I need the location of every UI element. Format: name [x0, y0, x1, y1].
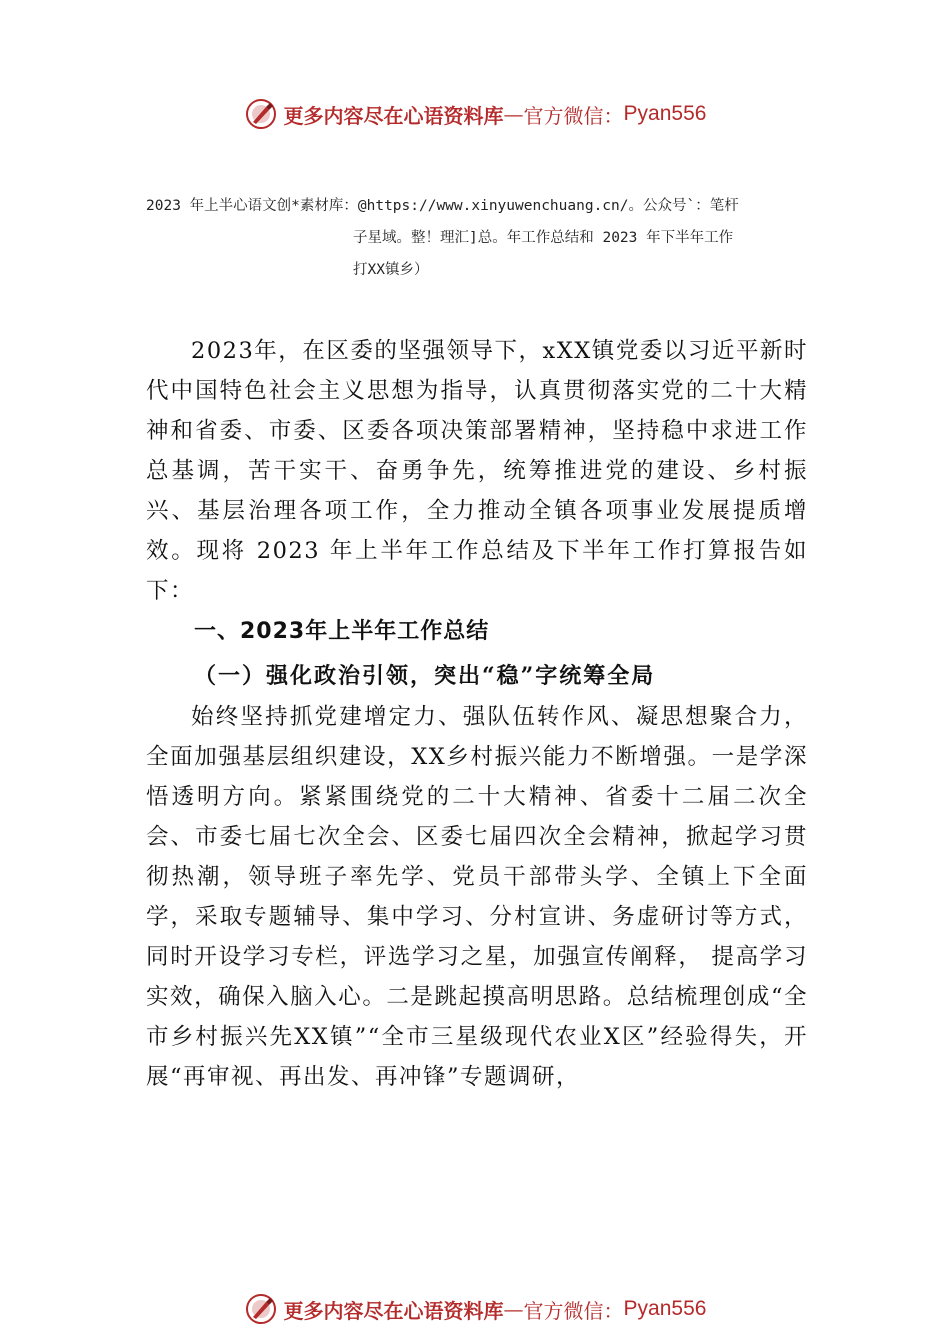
section-heading-1: 一、2023年上半年工作总结 — [194, 619, 490, 644]
banner-separator: — — [503, 1297, 524, 1321]
wechat-label: 官方微信： — [523, 1298, 624, 1323]
subsection-heading-1: （一）强化政治引领，突出“稳”字统筹全局 — [194, 663, 656, 689]
brand-name: 更多内容尽在心语资料库 — [283, 103, 504, 128]
section1-paragraph: 始终坚持抓党建增定力、强队伍转作风、凝思想聚合力，全面加强基层组织建设，XX乡村振兴能力不断增强。一是学深悟透明方向。紧紧围绕党的二十大精神、省委十二届二次全会、市委七届七次全会、区委七届四次全会精神，掀起学习贯彻热潮，领导班子率先学、党员干部带头学、全镇上下全面学，采取专题辅导、集中学习、分村宣讲、务虚研讨等方式，同时开设学习专栏，评选学习之星，加强宣传阐释， 提高学习实效，确保入脑入心。二是跳起摸高明思路。总结梳理创成“全市乡村振兴先XX镇”“全市三星级现代农业X区”经验得失，开展“再审视、再出发、再冲锋”专题调研， — [146, 704, 808, 1090]
wechat-id: Pyan556 — [623, 1297, 707, 1320]
footer-watermark-banner — [0, 1289, 950, 1329]
brand-name: 更多内容尽在心语资料库 — [283, 1298, 504, 1323]
subtitle-line-2: 子星域。整！理汇]总。年工作总结和 2023 年下半年工作 — [353, 230, 734, 246]
header-watermark-banner — [0, 94, 950, 134]
wechat-label: 官方微信： — [523, 103, 624, 128]
banner-separator: — — [503, 102, 524, 126]
intro-section — [146, 331, 808, 611]
subtitle-line-3: 打XX镇乡） — [353, 262, 429, 278]
wechat-id: Pyan556 — [623, 102, 707, 125]
pen-logo-icon — [244, 97, 278, 131]
intro-paragraph: 2023年，在区委的坚强领导下，xXX镇党委以习近平新时代中国特色社会主义思想为指导，认真贯彻落实党的二十大精神和省委、市委、区委各项决策部署精神，坚持稳中求进工作总基调，苦干实干、奋勇争先，统筹推进党的建设、乡村振兴、基层治理各项工作，全力推动全镇各项事业发展提质增效。现将 2023 年上半年工作总结及下半年工作打算报告如下： — [146, 338, 808, 604]
subtitle-line-1: 2023 年上半心语文创*素材库：@https://www.xinyuwenchuang.cn/。公众号`：笔杆 — [146, 198, 739, 214]
document-subtitle — [146, 190, 806, 286]
pen-logo-icon — [244, 1292, 278, 1326]
section1-body — [146, 697, 808, 1097]
